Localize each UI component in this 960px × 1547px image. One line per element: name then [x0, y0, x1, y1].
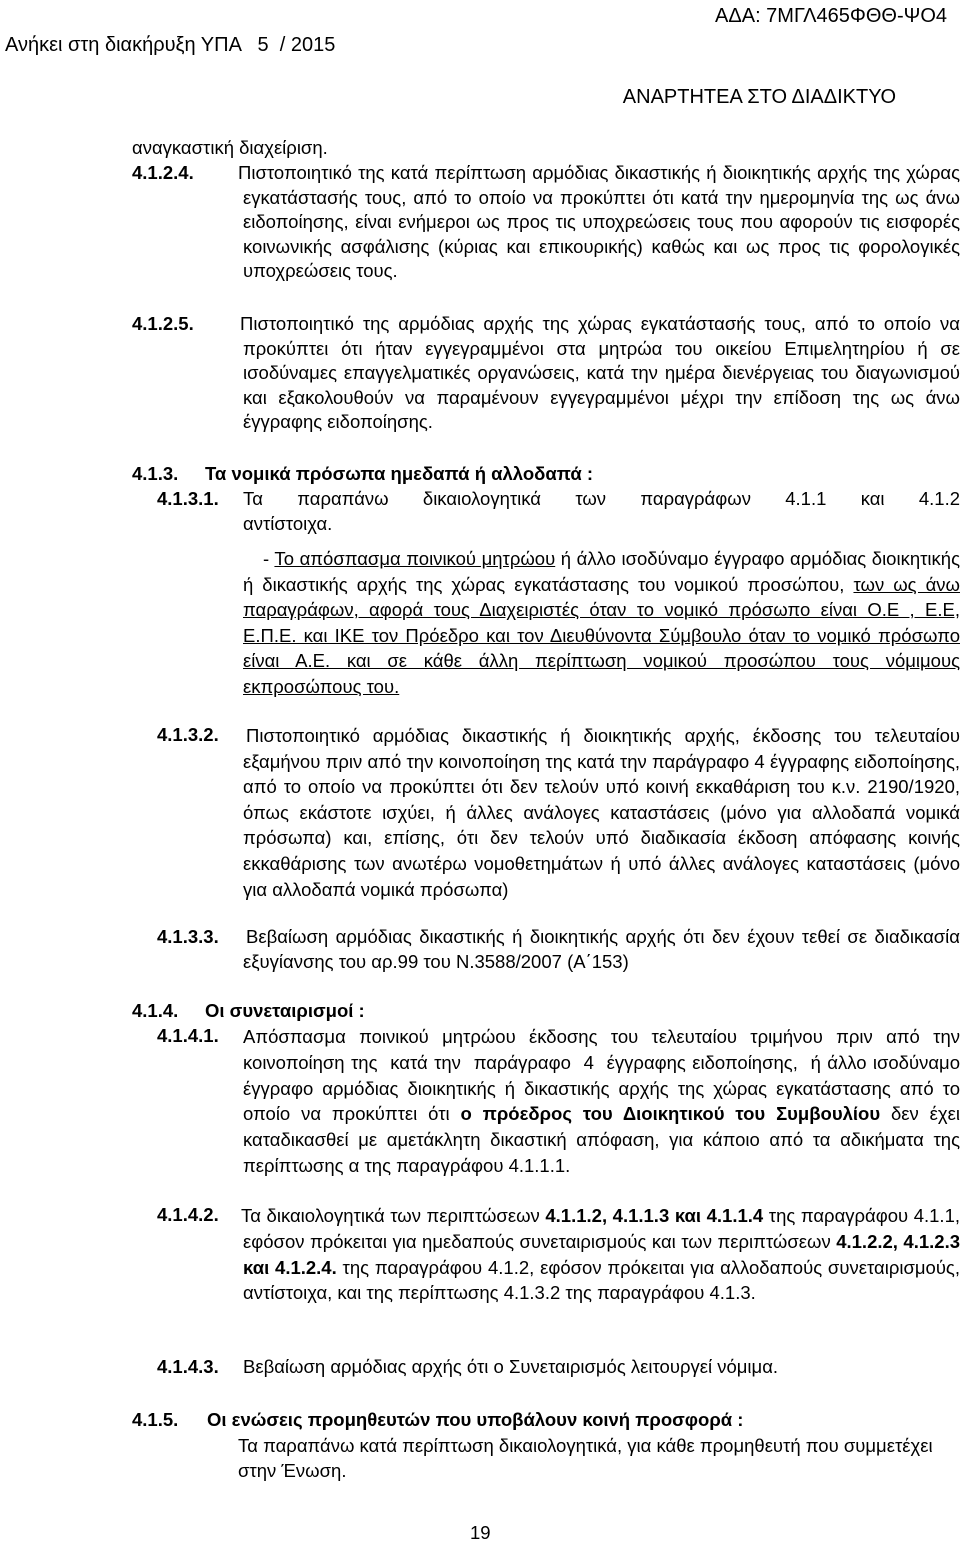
section-number-415: 4.1.5.: [132, 1409, 179, 1430]
paragraph-415: Τα παραπάνω κατά περίπτωση δικαιολογητικά, για κάθε προμηθευτή που συμμετέχει στην Ένωση.: [238, 1435, 933, 1481]
bullet-criminal-record: [243, 546, 960, 700]
paragraph-4141-text-1: Απόσπασμα ποινικού μητρώου έκδοσης του τελευταίου τριμήνου πριν από την κοινοποίηση της κατά την παράγραφο 4 έγγραφης ειδοποίησης, ή άλλο ισοδύναμο έγγραφο αρμόδιας διοικητικής ή δικαστικής αρχής της χώρας εγκατάστασης από το οποίο να προκύπτει ότι: [243, 1026, 960, 1125]
bullet-underlined-2: των ως άνω παραγράφων, αφορά τους Διαχειριστές όταν το νομικό πρόσωπο είναι Ο.Ε , Ε.Ε, Ε.Π.Ε. και ΙΚΕ τον Πρόεδρο και τον Διευθύνοντα Σύμβουλο όταν το νομικό πρόσωπο είναι Α.Ε. και σε κάθε άλλη περίπτωση νομικού προσώπου τους νόμιμους εκπροσώπους του.: [243, 573, 960, 697]
section-number-414: 4.1.4.: [132, 1000, 179, 1021]
page-number: 19: [470, 1522, 491, 1543]
paragraph-4142-text-2: της παραγράφου 4.1.1, εφόσον πρόκειται για ημεδαπούς συνεταιρισμούς και των περιπτώσεων: [243, 1205, 960, 1252]
paragraph-4133: Βεβαίωση αρμόδιας δικαστικής ή διοικητικής αρχής ότι δεν έχουν τεθεί σε διαδικασία εξυγίανσης του αρ.99 του Ν.3588/2007 (Α΄153): [243, 926, 960, 972]
paragraph-4124: Πιστοποιητικό της κατά περίπτωση αρμόδιας δικαστικής ή διοικητικής αρχής της χώρας εγκατάστασής τους, από το οποίο να προκύπτει ότι κατά την ημερομηνία της ως άνω ειδοποίησης, είναι ενήμεροι ως προς τις υποχρεώσεις τους που αφορούν τις εισφορές κοινωνικής ασφάλισης (κύριας και επικουρικής) καθώς και ως προς τις φορολογικές υποχρεώσεις τους.: [238, 162, 960, 281]
paragraph-4141: [243, 1024, 960, 1179]
paragraph-4142-text-3: της παραγράφου 4.1.2, εφόσον πρόκειται για αλλοδαπούς συνεταιρισμούς, αντίστοιχα, και της περίπτωσης 4.1.3.2 της παραγράφου 4.1.3.: [243, 1256, 960, 1304]
section-number-413: 4.1.3.: [132, 463, 179, 484]
section-number-4143: 4.1.4.3.: [157, 1356, 219, 1377]
paragraph-4142-text-1: Τα δικαιολογητικά των περιπτώσεων: [241, 1205, 546, 1226]
paragraph-4143: Βεβαίωση αρμόδιας αρχής ότι ο Συνεταιρισμός λειτουργεί νόμιμα.: [243, 1356, 779, 1377]
section-title-415: Οι ενώσεις προμηθευτών που υποβάλουν κοινή προσφορά :: [207, 1409, 744, 1430]
bullet-underlined-1: Το απόσπασμα ποινικού μητρώου: [274, 548, 556, 569]
continuation-line: αναγκαστική διαχείριση.: [132, 137, 328, 158]
paragraph-4125: Πιστοποιητικό της αρμόδιας αρχής της χώρας εγκατάστασής τους, από το οποίο να προκύπτει ότι ήταν εγγεγραμμένοι στα μητρώα του οικείου Επιμελητηρίου ή σε ισοδύναμες επαγγελματικές οργανώσεις, κατά την ημέρα διενέργειας του διαγωνισμού και εξακολουθούν να παραμένουν εγγεγραμμένοι μέχρι την επίδοση της ως άνω έγγραφης ειδοποίησης.: [240, 313, 960, 432]
paragraph-4141-bold: ο πρόεδρος του Διοικητικού του Συμβουλίου: [460, 1103, 881, 1125]
paragraph-4131: [243, 487, 960, 536]
paragraph-4141-text-2: δεν έχει καταδικασθεί με αμετάκλητη δικαστική απόφαση, για κάποιο από τα αδικήματα της περίπτωσης α της παραγράφου 4.1.1.1.: [243, 1103, 960, 1176]
section-title-414: Οι συνεταιρισμοί :: [205, 1000, 365, 1021]
section-number-4133: 4.1.3.3.: [157, 926, 219, 947]
paragraph-4132: Πιστοποιητικό αρμόδιας δικαστικής ή διοικητικής αρχής, έκδοσης του τελευταίου εξαμήνου πριν από την κοινοποίηση της κατά την παράγραφο 4 έγγραφης ειδοποίησης, από το οποίο να προκύπτει ότι δεν τελούν υπό κοινή εκκαθάριση του κ.ν. 2190/1920, όπως εκάστοτε ισχύει, ή άλλες ανάλογες καταστάσεις (μόνο για αλλοδαπά νομικά πρόσωπα) και, επίσης, ότι δεν τελούν υπό διαδικασία έκδοση απόφασης κοινής εκκαθάρισης των ανωτέρω νομοθετημάτων ή υπό άλλες ανάλογες καταστάσεις (μόνο για αλλοδαπά νομικά πρόσωπα): [243, 725, 960, 900]
paragraph-4142-bold-1: 4.1.1.2, 4.1.1.3 και 4.1.1.4: [545, 1205, 764, 1226]
bullet-dash: -: [263, 548, 275, 569]
section-number-4142: 4.1.4.2.: [157, 1204, 219, 1225]
section-title-413: Τα νομικά πρόσωπα ημεδαπά ή αλλοδαπά :: [205, 463, 594, 484]
paragraph-4131-line2: αντίστοιχα.: [243, 512, 333, 534]
section-number-4141: 4.1.4.1.: [157, 1025, 219, 1046]
paragraph-4142-bold-2: 4.1.2.2, 4.1.2.3 και 4.1.2.4.: [243, 1230, 960, 1278]
section-number-4124: 4.1.2.4.: [132, 162, 194, 183]
publish-notice: ΑΝΑΡΤΗΤΕΑ ΣΤΟ ΔΙΑΔΙΚΤΥΟ: [622, 86, 896, 108]
paragraph-4131-line1: Τα παραπάνω δικαιολογητικά των παραγράφων 4.1.1 και 4.1.2: [243, 488, 960, 509]
section-number-4125: 4.1.2.5.: [132, 313, 194, 334]
bullet-text-1: ή άλλο ισοδύναμο έγγραφο αρμόδιας διοικητικής ή δικαστικής αρχής της χώρας εγκατάστασης του νομικού προσώπου,: [243, 548, 960, 595]
section-number-4132: 4.1.3.2.: [157, 724, 219, 745]
paragraph-4142: [243, 1203, 960, 1306]
tender-reference: Ανήκει στη διακήρυξη ΥΠΑ 5 / 2015: [5, 34, 336, 56]
section-number-4131: 4.1.3.1.: [157, 488, 219, 509]
ada-code: ΑΔΑ: 7ΜΓΛ465ΦΘΘ-ΨΟ4: [715, 5, 947, 27]
